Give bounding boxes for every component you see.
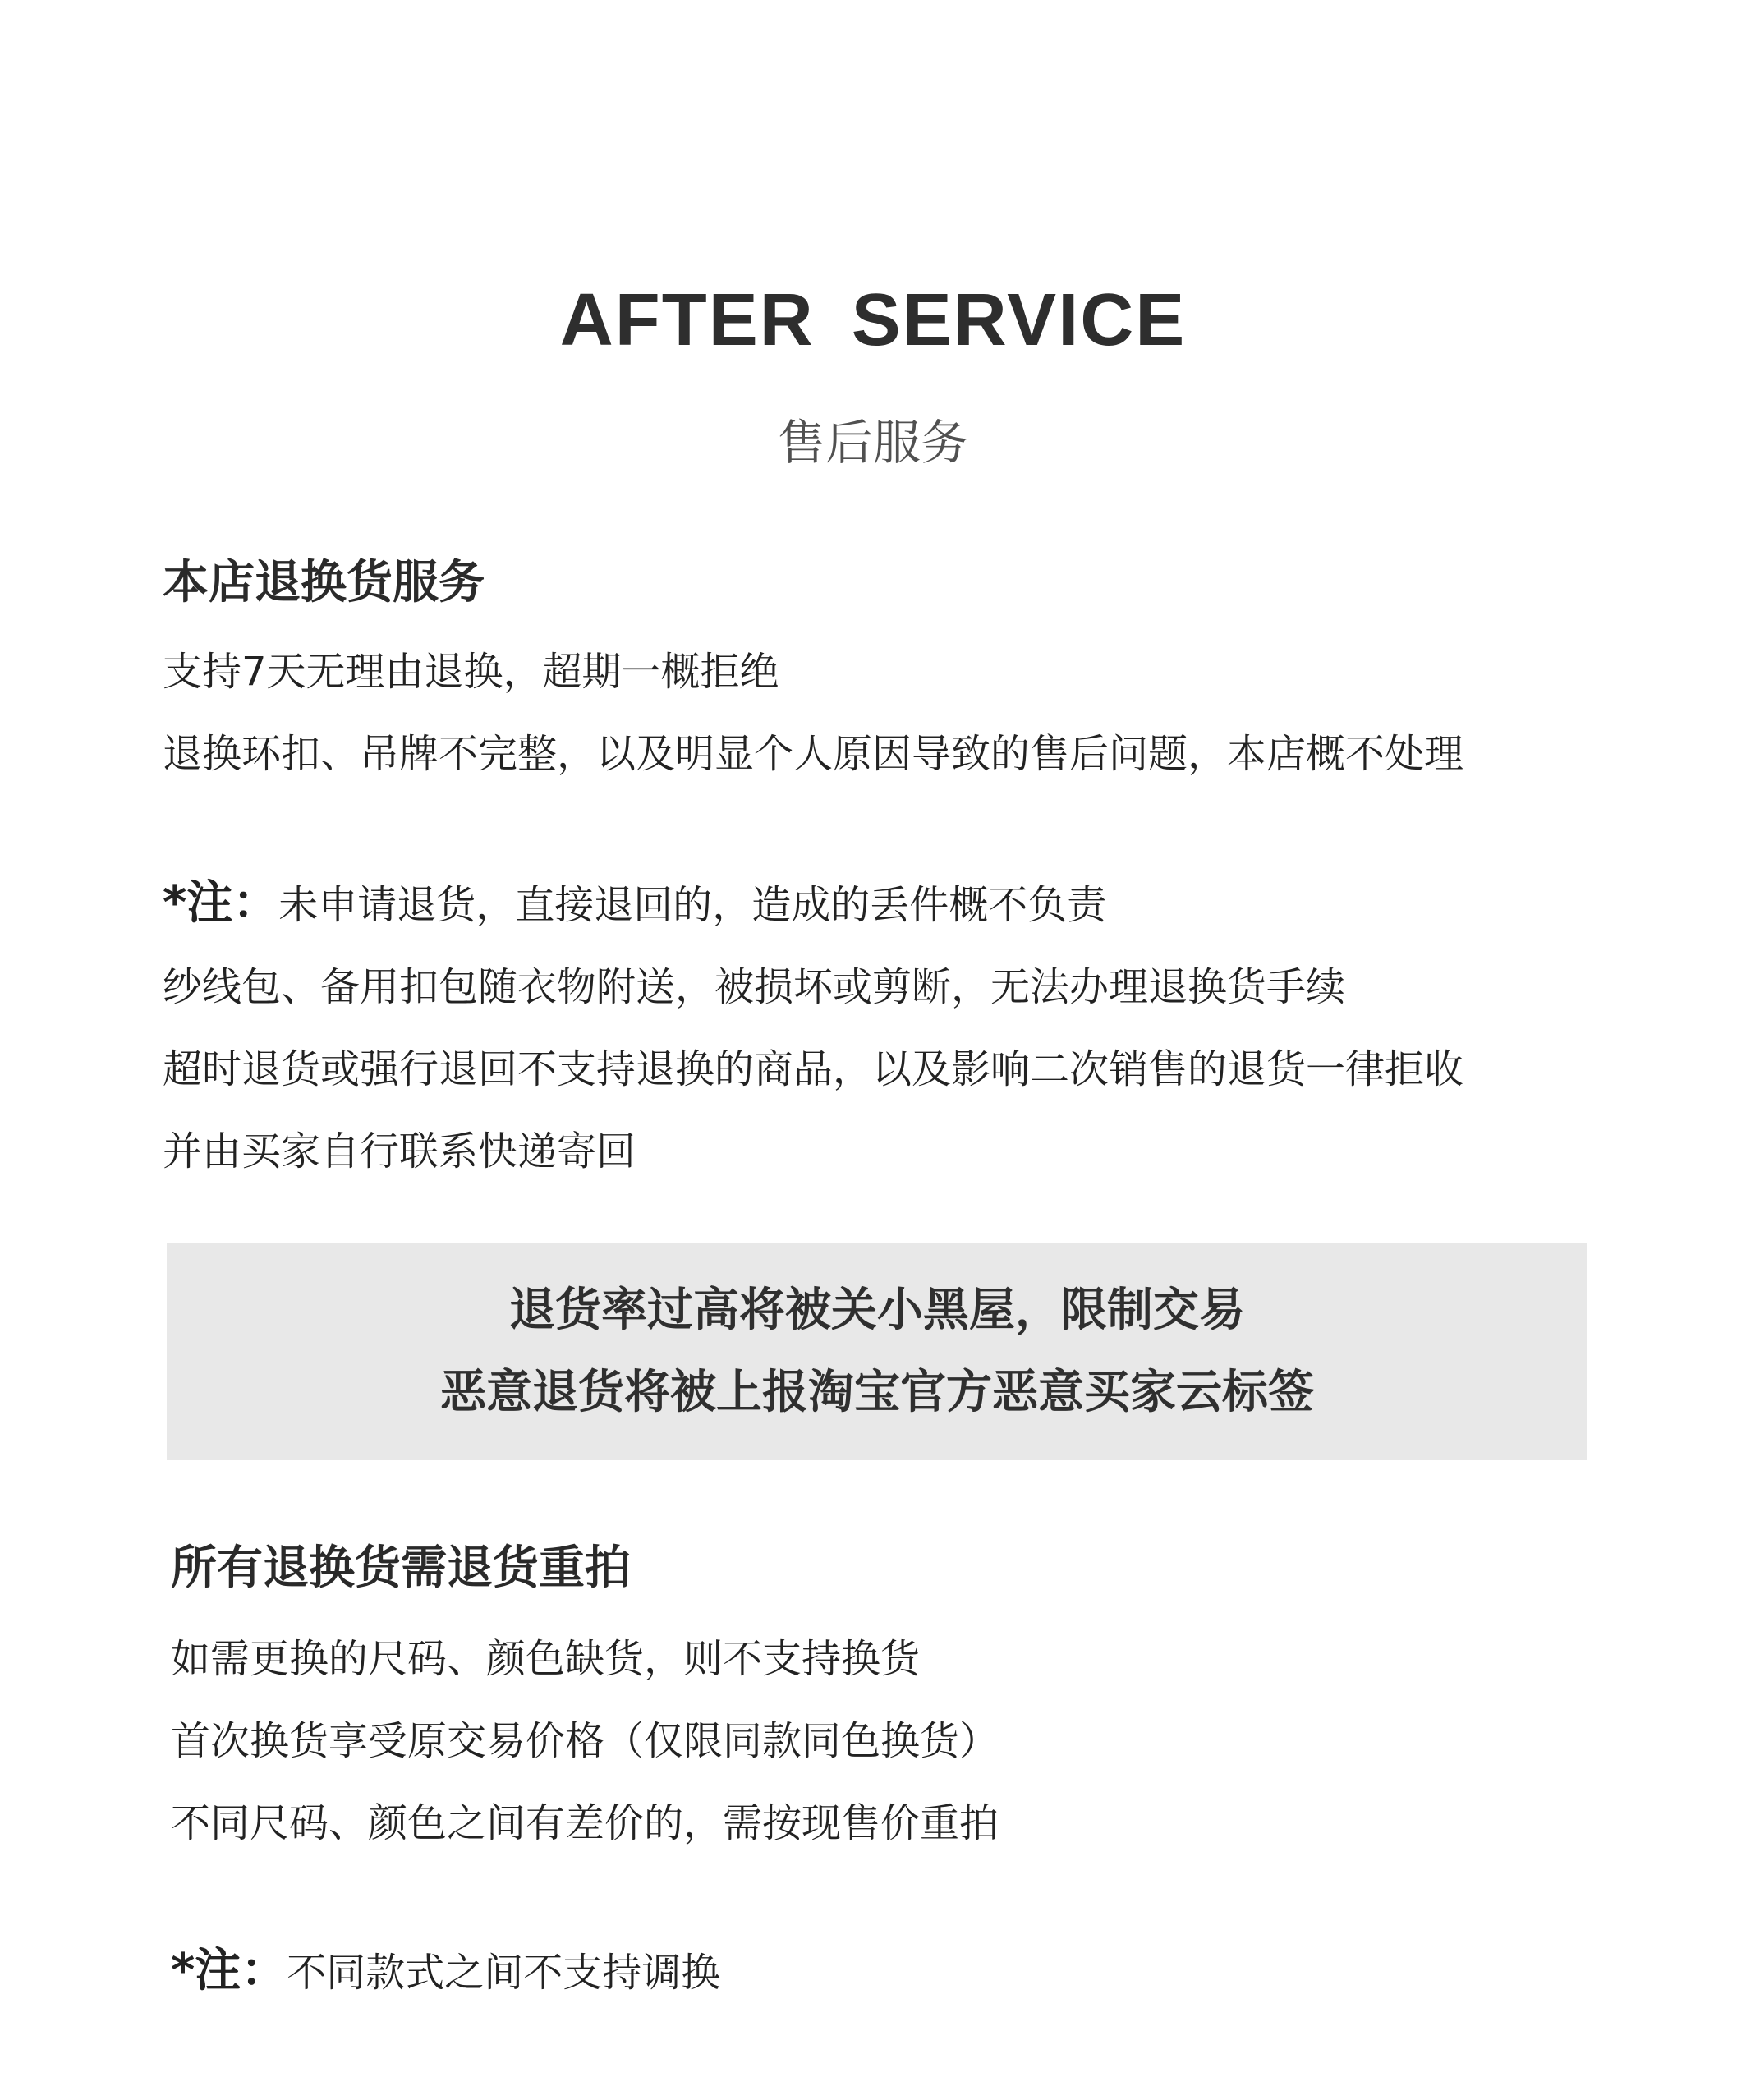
note-prefix: *注： [163, 876, 279, 930]
reorder-policy-line: 如需更换的尺码、颜色缺货，则不支持换货 [171, 1636, 921, 1682]
reorder-section [171, 1542, 1608, 1864]
return-policy-line: 退换环扣、吊牌不完整，以及明显个人原因导致的售后问题，本店概不处理 [163, 731, 1464, 777]
reorder-policy-line: 不同尺码、颜色之间有差价的，需按现售价重拍 [171, 1800, 999, 1846]
return-policy-line: 支持7天无理由退换，超期一概拒绝 [163, 649, 779, 695]
note-line [171, 1930, 1608, 2014]
note-line: 并由买家自行联系快递寄回 [163, 1128, 636, 1174]
note-text: 不同款式之间不支持调换 [287, 1950, 721, 1996]
note-section-1 [163, 862, 1600, 1192]
note-prefix: *注： [171, 1944, 287, 1997]
note-text: 未申请退货，直接退回的，造成的丢件概不负责 [278, 882, 1107, 928]
note-section-2 [171, 1930, 1608, 2014]
warning-notice-box [167, 1243, 1587, 1460]
warning-line: 恶意退货将被上报淘宝官方恶意买家云标签 [440, 1366, 1314, 1419]
reorder-heading: 所有退换货需退货重拍 [171, 1542, 631, 1595]
return-service-heading: 本店退换货服务 [163, 556, 485, 609]
note-line: 纱线包、备用扣包随衣物附送，被损坏或剪断，无法办理退换货手续 [163, 964, 1346, 1010]
page-title-en: AFTER SERVICE [559, 279, 1187, 361]
reorder-policy-line: 首次换货享受原交易价格（仅限同款同色换货） [171, 1718, 999, 1764]
return-service-section [163, 556, 1600, 795]
page-title-cn: 售后服务 [777, 415, 968, 471]
note-line [163, 862, 1600, 946]
note-line: 超时退货或强行退回不支持退换的商品，以及影响二次销售的退货一律拒收 [163, 1046, 1464, 1092]
warning-line: 退货率过高将被关小黑屋，限制交易 [509, 1284, 1245, 1337]
